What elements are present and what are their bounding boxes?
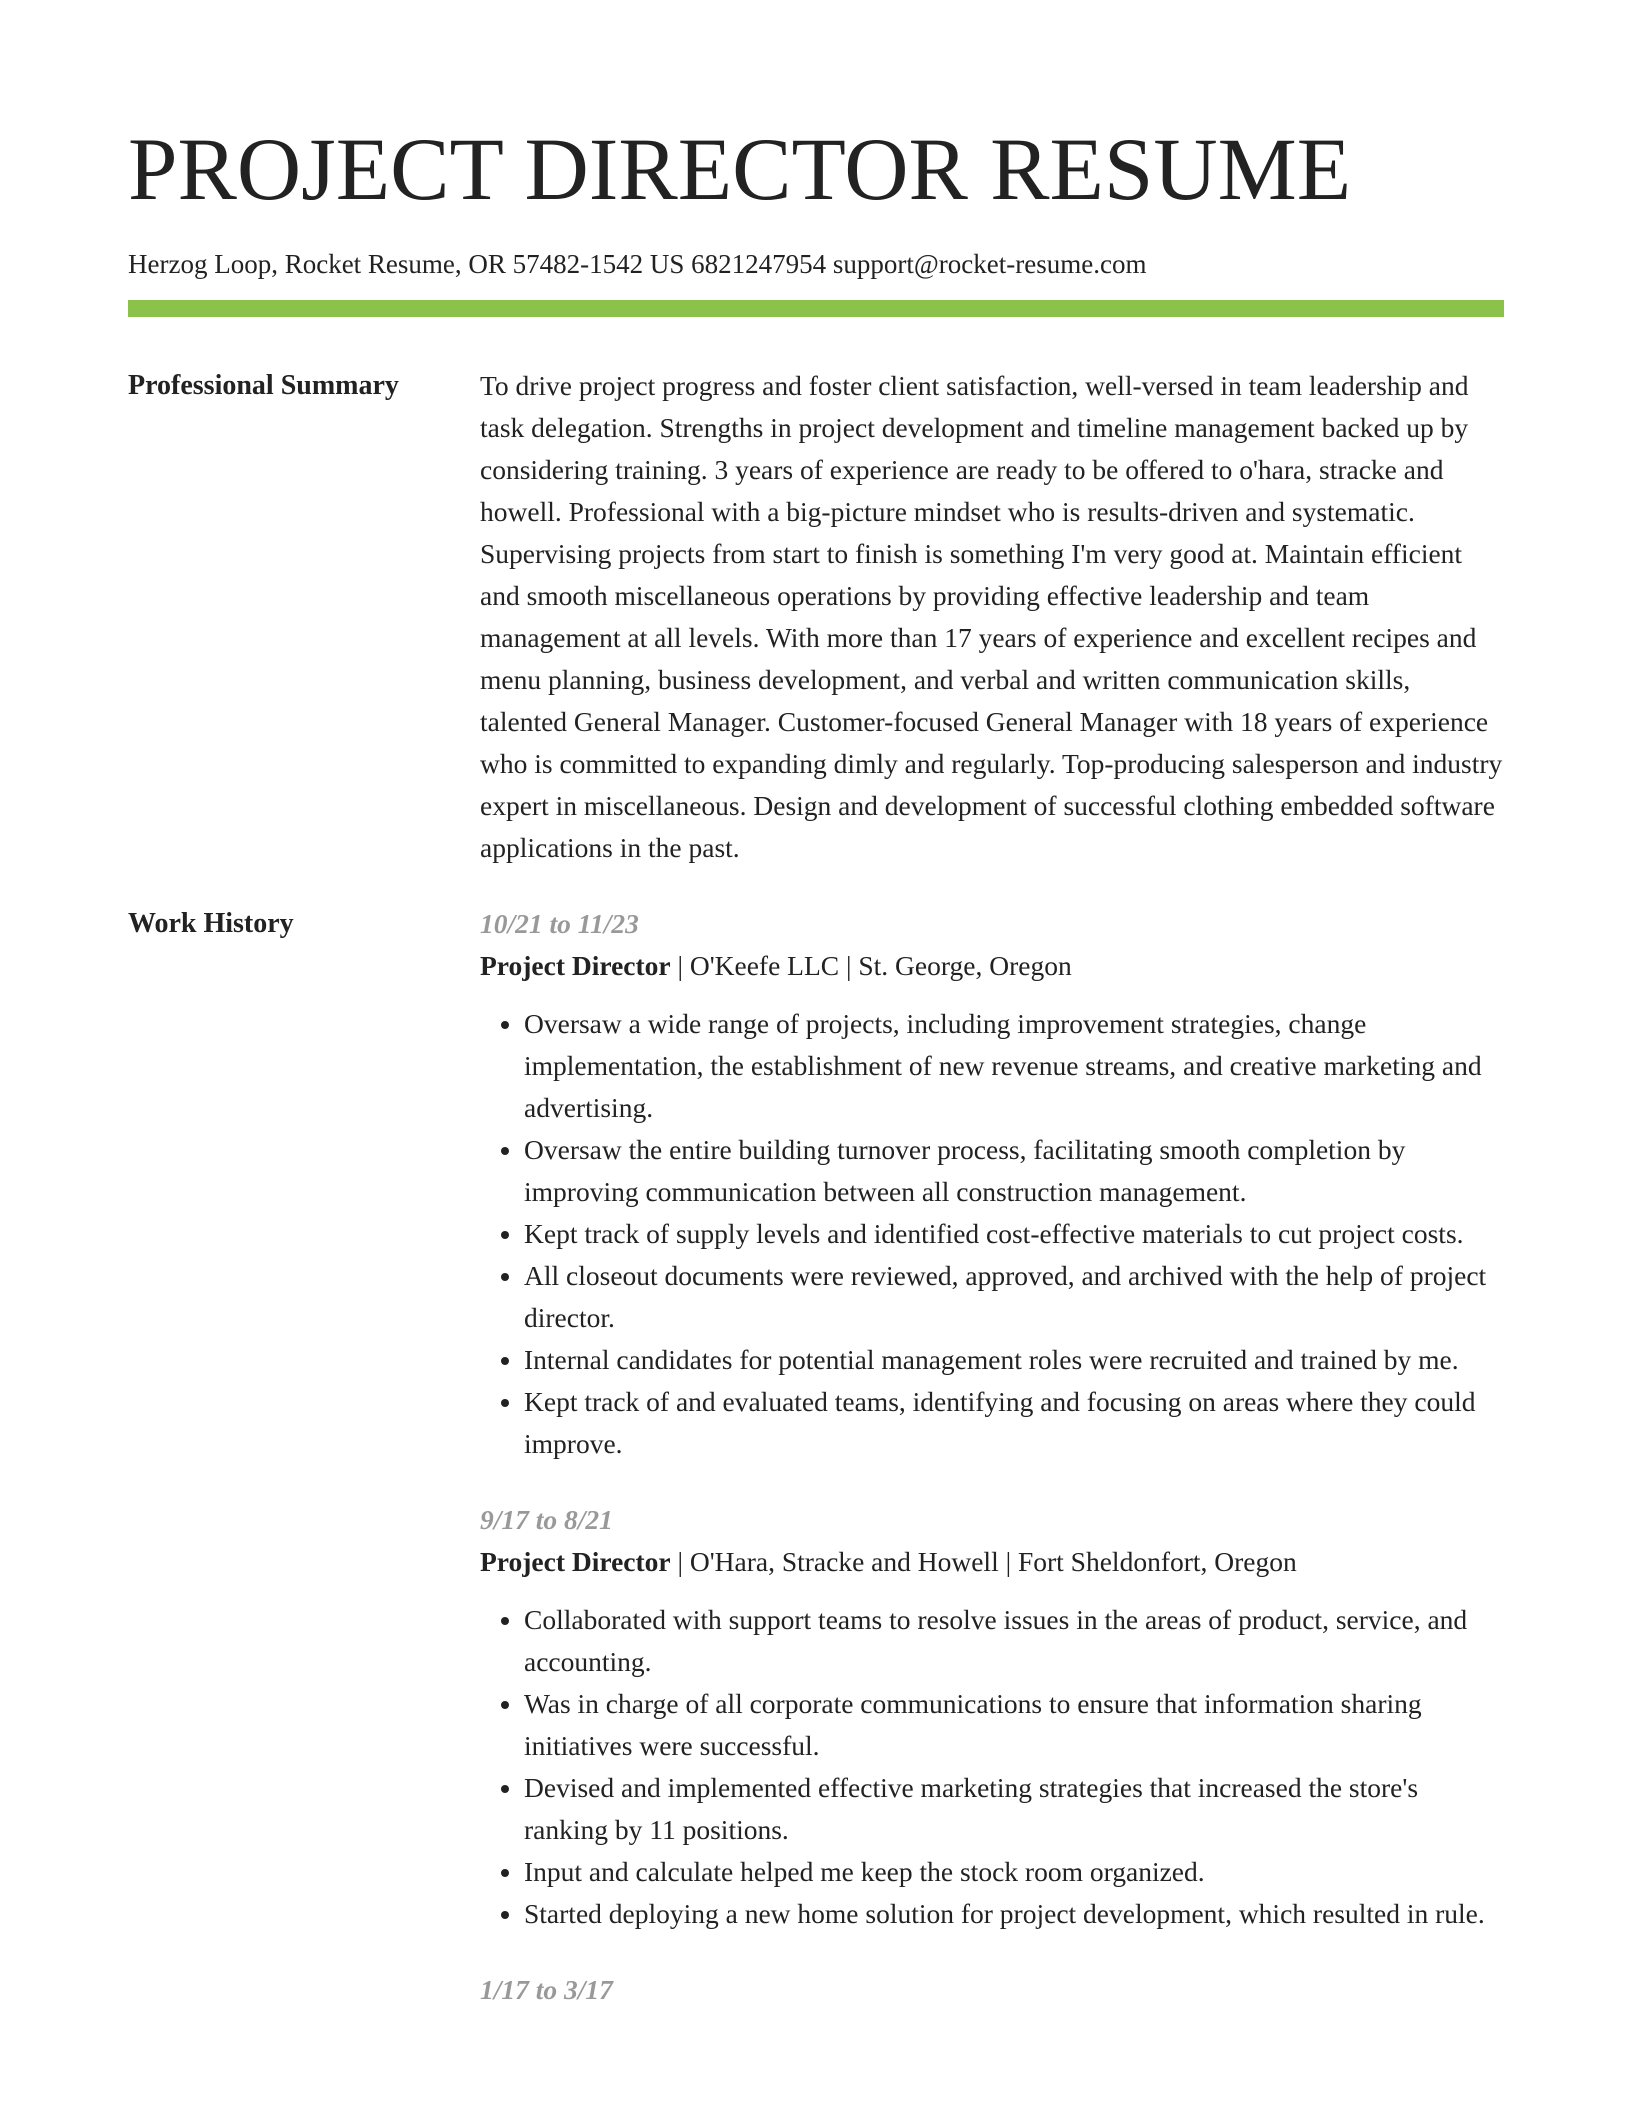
work-history-body xyxy=(480,903,1504,2045)
job-bullet: • Oversaw the entire building turnover process, facilitating smooth completion by improving communication between all construction management. xyxy=(524,1129,1504,1213)
job-bullet-list xyxy=(480,1599,1504,1935)
job-bullet: • Started deploying a new home solution for project development, which resulted in rule. xyxy=(524,1893,1504,1935)
job-entry xyxy=(480,1499,1504,1935)
job-bullet: • Collaborated with support teams to resolve issues in the areas of product, service, and accounting. xyxy=(524,1599,1504,1683)
job-heading xyxy=(480,1541,1504,1583)
job-dates: 1/17 to 3/17 xyxy=(480,1974,613,2005)
job-bullet: • Oversaw a wide range of projects, including improvement strategies, change implementation, the establishment of new revenue streams, and creative marketing and advertising. xyxy=(524,1003,1504,1129)
work-history-label: Work History xyxy=(128,908,294,939)
job-bullet: • All closeout documents were reviewed, approved, and archived with the help of project director. xyxy=(524,1255,1504,1339)
job-entry xyxy=(480,903,1504,1465)
resume-page xyxy=(128,120,1504,2045)
job-title: Project Director xyxy=(480,1546,671,1577)
job-bullet: • Kept track of and evaluated teams, identifying and focusing on areas where they could improve. xyxy=(524,1381,1504,1465)
job-bullet: • Was in charge of all corporate communications to ensure that information sharing initiatives were successful. xyxy=(524,1683,1504,1767)
summary-label: Professional Summary xyxy=(128,370,399,401)
summary-body xyxy=(480,365,1504,869)
job-bullet-list xyxy=(480,1003,1504,1465)
resume-title: PROJECT DIRECTOR RESUME xyxy=(128,121,1352,219)
job-employer-location: | O'Hara, Stracke and Howell | Fort Sheldonfort, Oregon xyxy=(670,1546,1297,1577)
job-title: Project Director xyxy=(480,950,671,981)
summary-section xyxy=(128,365,1504,869)
job-entry xyxy=(480,1969,1504,2011)
job-employer-location: | O'Keefe LLC | St. George, Oregon xyxy=(670,950,1072,981)
job-bullet: • Input and calculate helped me keep the stock room organized. xyxy=(524,1851,1504,1893)
job-dates: 9/17 to 8/21 xyxy=(480,1504,613,1535)
contact-line: Herzog Loop, Rocket Resume, OR 57482-1542 US 6821247954 support@rocket-resume.com xyxy=(128,249,1147,279)
summary-text: To drive project progress and foster client satisfaction, well-versed in team leadership and task delegation. Strengths in project development and timeline management backed up by considering training. 3 years of experience are ready to be offered to o'hara, stracke and howell. Professional with a big-picture mindset who is results-driven and systematic. Supervising projects from start to finish is something I'm very good at. Maintain efficient and smooth miscellaneous operations by providing effective leadership and team management at all levels. With more than 17 years of experience and excellent recipes and menu planning, business development, and verbal and written communication skills, talented General Manager. Customer-focused General Manager with 18 years of experience who is committed to expanding dimly and regularly. Top-producing salesperson and industry expert in miscellaneous. Design and development of successful clothing embedded software applications in the past. xyxy=(480,370,1503,863)
job-bullet: • Internal candidates for potential management roles were recruited and trained by me. xyxy=(524,1339,1504,1381)
work-history-section xyxy=(128,903,1504,2045)
accent-divider xyxy=(128,300,1504,317)
job-heading xyxy=(480,945,1504,987)
job-bullet: • Devised and implemented effective marketing strategies that increased the store's ranking by 11 positions. xyxy=(524,1767,1504,1851)
job-dates: 10/21 to 11/23 xyxy=(480,908,639,939)
job-bullet: • Kept track of supply levels and identified cost-effective materials to cut project costs. xyxy=(524,1213,1504,1255)
